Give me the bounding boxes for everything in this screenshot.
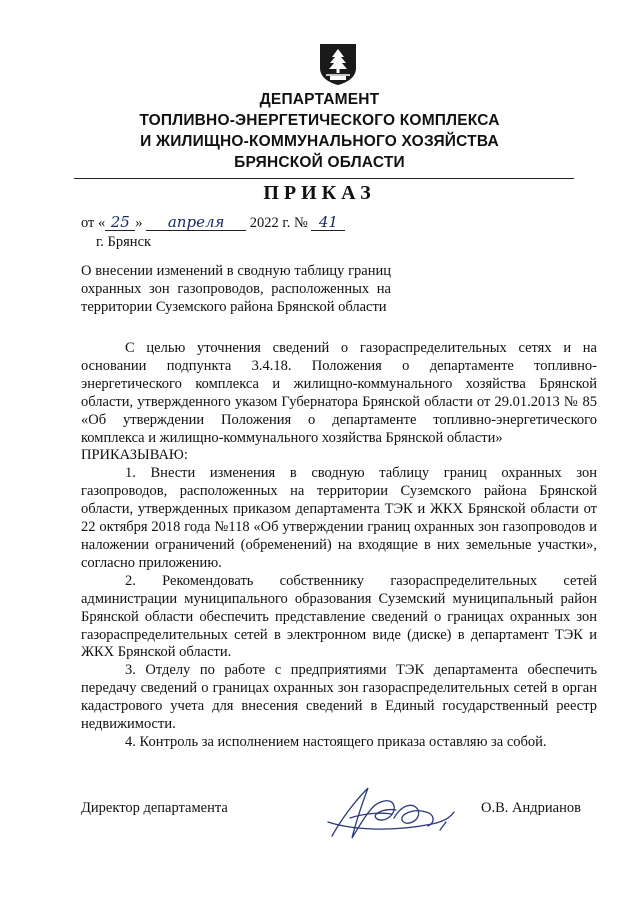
date-month: апреля bbox=[146, 214, 246, 231]
date-year: 2022 г. bbox=[249, 215, 291, 231]
date-mid: » bbox=[135, 215, 143, 231]
handwritten-signature bbox=[322, 778, 462, 848]
order-subject: О внесении изменений в сводную таблицу границ охранных зон газопроводов, расположенных на территории Суземского района Брянской области bbox=[81, 263, 391, 315]
city: г. Брянск bbox=[96, 234, 152, 250]
signatory-name: О.В. Андрианов bbox=[481, 800, 581, 816]
department-name-line3: И ЖИЛИЩНО-КОММУНАЛЬНОГО ХОЗЯЙСТВА bbox=[140, 133, 499, 150]
order-item-2: 2. Рекомендовать собственнику газораспределительных сетей администрации муниципального образования Суземский муниципальный район Брянской области обеспечить представление сведений о границах охранных зон газораспределительных сетей в электронном виде (диске) в департамент ТЭК и ЖКХ Брянской области. bbox=[81, 572, 597, 661]
department-name-line4: БРЯНСКОЙ ОБЛАСТИ bbox=[234, 154, 405, 171]
order-item-1: 1. Внести изменения в сводную таблицу границ охранных зон газопроводов, расположенных на территории Суземского района Брянской области, утвержденных приказом департамента ТЭК и ЖКХ Брянской области от 22 октября 2018 года №118 «Об утверждении границ охранных зон газопроводов и наложении ограничений (обременений) на входящие в них земельные участки», согласно приложению. bbox=[81, 465, 597, 571]
department-name-line1: ДЕПАРТАМЕНТ bbox=[259, 91, 380, 108]
order-body bbox=[81, 340, 597, 752]
date-day: 25 bbox=[105, 214, 135, 231]
order-item-4: 4. Контроль за исполнением настоящего приказа оставляю за собой. bbox=[125, 733, 547, 750]
date-prefix: от « bbox=[81, 215, 106, 231]
order-word: ПРИКАЗЫВАЮ: bbox=[81, 447, 188, 464]
number-label: № bbox=[293, 215, 308, 231]
coat-of-arms-icon bbox=[318, 42, 358, 86]
date-line bbox=[81, 214, 345, 232]
order-number: 41 bbox=[311, 214, 345, 231]
header-divider bbox=[74, 178, 574, 179]
order-item-3: 3. Отделу по работе с предприятиями ТЭК департамента обеспечить передачу сведений о границах охранных зон газораспределительных сетей в орган кадастрового учета для внесения сведений в Единый государственный реестр недвижимости. bbox=[81, 662, 597, 733]
preamble: С целью уточнения сведений о газораспределительных сетях и на основании подпункта 3.4.18. Положения о департаменте топливно-энергетического комплекса и жилищно-коммунального хозяйства Брянской области, утвержденного указом Губернатора Брянской области от 29.01.2013 № 85 «Об утверждении Положения о департаменте топливно-энергетического комплекса и жилищно-коммунального хозяйства Брянской области» bbox=[81, 340, 597, 446]
department-name-line2: ТОПЛИВНО-ЭНЕРГЕТИЧЕСКОГО КОМПЛЕКСА bbox=[139, 112, 500, 129]
signatory-role: Директор департамента bbox=[81, 800, 228, 816]
document-title: ПРИКАЗ bbox=[263, 182, 376, 204]
